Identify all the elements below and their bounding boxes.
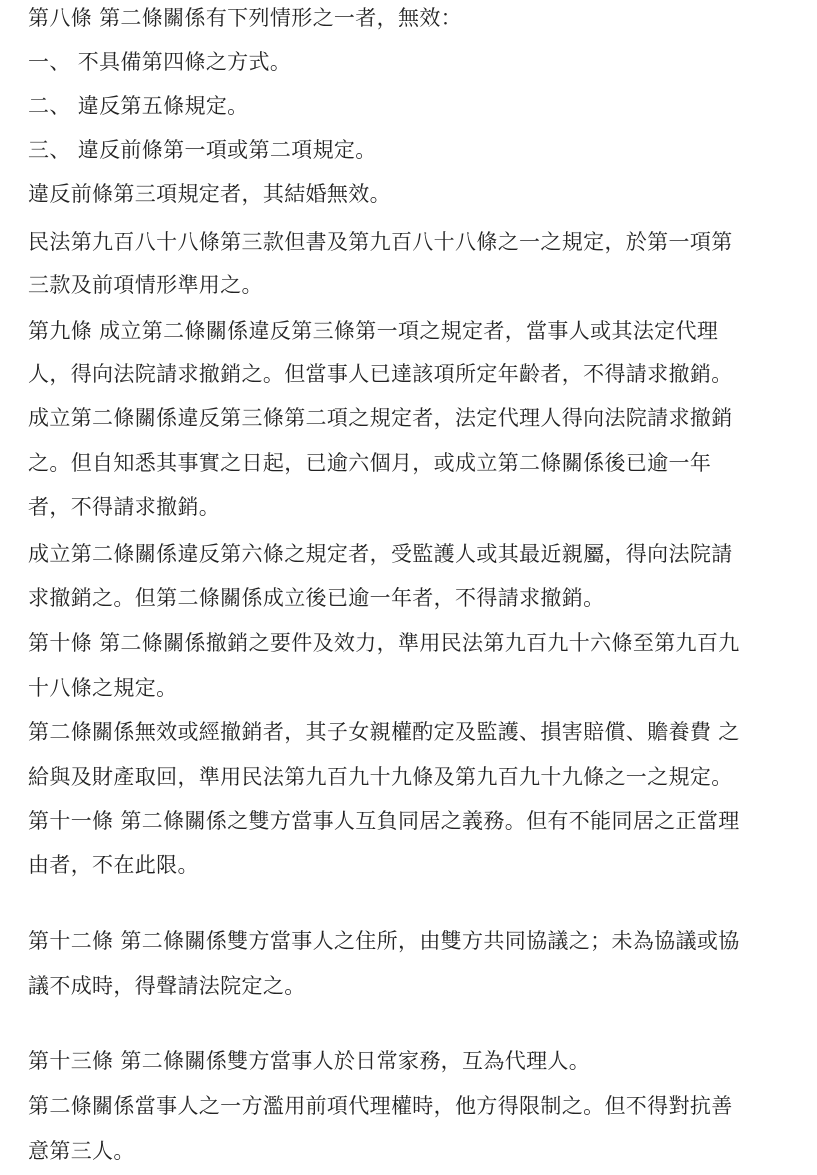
text-line-24: 第二條關係當事人之一方濫用前項代理權時，他方得限制之。但不得對抗善 <box>28 1094 733 1118</box>
text-line-4: 三、 違反前條第一項或第二項規定。 <box>28 138 377 162</box>
text-line-17: 第二條關係無效或經撤銷者，其子女親權酌定及監護、損害賠償、贍養費 之 <box>28 720 740 744</box>
text-line-12: 者，不得請求撤銷。 <box>28 495 221 519</box>
text-line-1: 第八條 第二條關係有下列情形之一者，無效： <box>28 6 463 30</box>
text-line-23: 第十三條 第二條關係雙方當事人於日常家務，互為代理人。 <box>28 1049 591 1073</box>
text-line-3: 二、 違反第五條規定。 <box>28 94 249 118</box>
text-line-16: 十八條之規定。 <box>28 676 178 700</box>
text-line-10: 成立第二條關係違反第三條第二項之規定者，法定代理人得向法院請求撤銷 <box>28 406 733 430</box>
text-line-5: 違反前條第三項規定者，其結婚無效。 <box>28 182 391 206</box>
text-line-14: 求撤銷之。但第二條關係成立後已逾一年者，不得請求撤銷。 <box>28 586 605 610</box>
text-line-15: 第十條 第二條關係撤銷之要件及效力，準用民法第九百九十六條至第九百九 <box>28 631 740 655</box>
text-line-11: 之。但自知悉其事實之日起，已逾六個月，或成立第二條關係後已逾一年 <box>28 451 712 475</box>
text-line-8: 第九條 成立第二條關係違反第三條第一項之規定者，當事人或其法定代理 <box>28 319 719 343</box>
text-line-13: 成立第二條關係違反第六條之規定者，受監護人或其最近親屬，得向法院請 <box>28 542 733 566</box>
text-line-7: 三款及前項情形準用之。 <box>28 273 263 297</box>
text-line-20: 由者，不在此限。 <box>28 853 199 877</box>
text-line-2: 一、 不具備第四條之方式。 <box>28 50 292 74</box>
text-line-25: 意第三人。 <box>28 1139 135 1163</box>
text-line-6: 民法第九百八十八條第三款但書及第九百八十八條之一之規定，於第一項第 <box>28 230 733 254</box>
text-line-21: 第十二條 第二條關係雙方當事人之住所，由雙方共同協議之；未為協議或協 <box>28 929 740 953</box>
text-line-22: 議不成時，得聲請法院定之。 <box>28 974 306 998</box>
text-line-9: 人，得向法院請求撤銷之。但當事人已達該項所定年齡者，不得請求撤銷。 <box>28 362 733 386</box>
text-line-18: 給與及財產取回，準用民法第九百九十九條及第九百九十九條之一之規定。 <box>28 765 733 789</box>
text-line-19: 第十一條 第二條關係之雙方當事人互負同居之義務。但有不能同居之正當理 <box>28 809 740 833</box>
